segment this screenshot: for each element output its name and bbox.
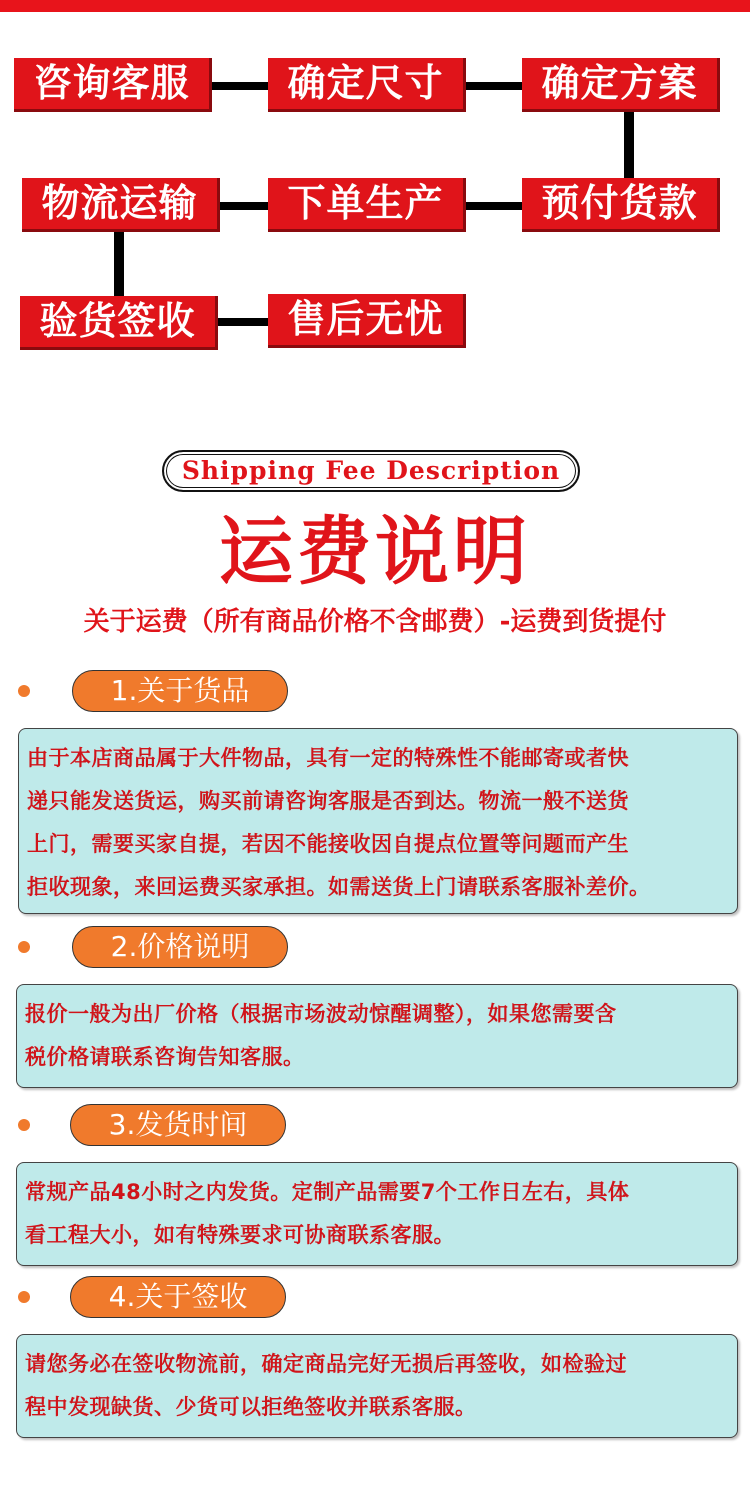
connector-line bbox=[624, 108, 634, 180]
flow-step-production: 下单生产 bbox=[268, 178, 466, 232]
section-4-label: 4.关于签收 bbox=[70, 1276, 286, 1318]
bullet-dot bbox=[18, 941, 30, 953]
connector-line bbox=[466, 202, 524, 210]
section-3-line: 看工程大小，如有特殊要求可协商联系客服。 bbox=[25, 1223, 455, 1247]
page-title: 运费说明 bbox=[219, 509, 531, 595]
section-1-line: 由于本店商品属于大件物品，具有一定的特殊性不能邮寄或者快 bbox=[27, 746, 629, 770]
section-1-box bbox=[18, 728, 738, 914]
section-4-line: 请您务必在签收物流前，确定商品完好无损后再签收，如检验过 bbox=[25, 1352, 627, 1376]
section-1-line: 拒收现象，来回运费买家承担。如需送货上门请联系客服补差价。 bbox=[27, 875, 651, 899]
section-2-label: 2.价格说明 bbox=[72, 926, 288, 968]
connector-line bbox=[466, 82, 524, 90]
flow-step-prepay: 预付货款 bbox=[522, 178, 720, 232]
english-heading: Shipping Fee Description bbox=[162, 450, 580, 492]
section-1-line: 递只能发送货运，购买前请咨询客服是否到达。物流一般不送货 bbox=[27, 789, 629, 813]
section-2-line: 税价格请联系咨询告知客服。 bbox=[25, 1045, 305, 1069]
flow-step-confirm-size: 确定尺寸 bbox=[268, 58, 466, 112]
bullet-dot bbox=[18, 685, 30, 697]
section-1-line: 上门，需要买家自提，若因不能接收因自提点位置等问题而产生 bbox=[27, 832, 629, 856]
section-4-line: 程中发现缺货、少货可以拒绝签收并联系客服。 bbox=[25, 1395, 477, 1419]
section-3-line: 常规产品48小时之内发货。定制产品需要7个工作日左右，具体 bbox=[25, 1180, 630, 1204]
section-3-label: 3.发货时间 bbox=[70, 1104, 286, 1146]
flow-step-inspect-receive: 验货签收 bbox=[20, 296, 218, 350]
connector-line bbox=[218, 318, 270, 326]
top-accent-bar bbox=[0, 0, 750, 12]
connector-line bbox=[212, 82, 270, 90]
connector-line bbox=[114, 228, 124, 298]
section-3-box bbox=[16, 1162, 738, 1266]
flow-step-confirm-plan: 确定方案 bbox=[522, 58, 720, 112]
page-subtitle: 关于运费（所有商品价格不含邮费）-运费到货提付 bbox=[83, 607, 667, 637]
bullet-dot bbox=[18, 1119, 30, 1131]
flow-step-after-sales: 售后无忧 bbox=[268, 294, 466, 348]
flow-step-consult: 咨询客服 bbox=[14, 58, 212, 112]
bullet-dot bbox=[18, 1291, 30, 1303]
flow-step-logistics: 物流运输 bbox=[22, 178, 220, 232]
section-1-label: 1.关于货品 bbox=[72, 670, 288, 712]
section-4-box bbox=[16, 1334, 738, 1438]
section-2-line: 报价一般为出厂价格（根据市场波动惊醒调整），如果您需要含 bbox=[25, 1002, 617, 1026]
section-2-box bbox=[16, 984, 738, 1088]
connector-line bbox=[218, 202, 270, 210]
